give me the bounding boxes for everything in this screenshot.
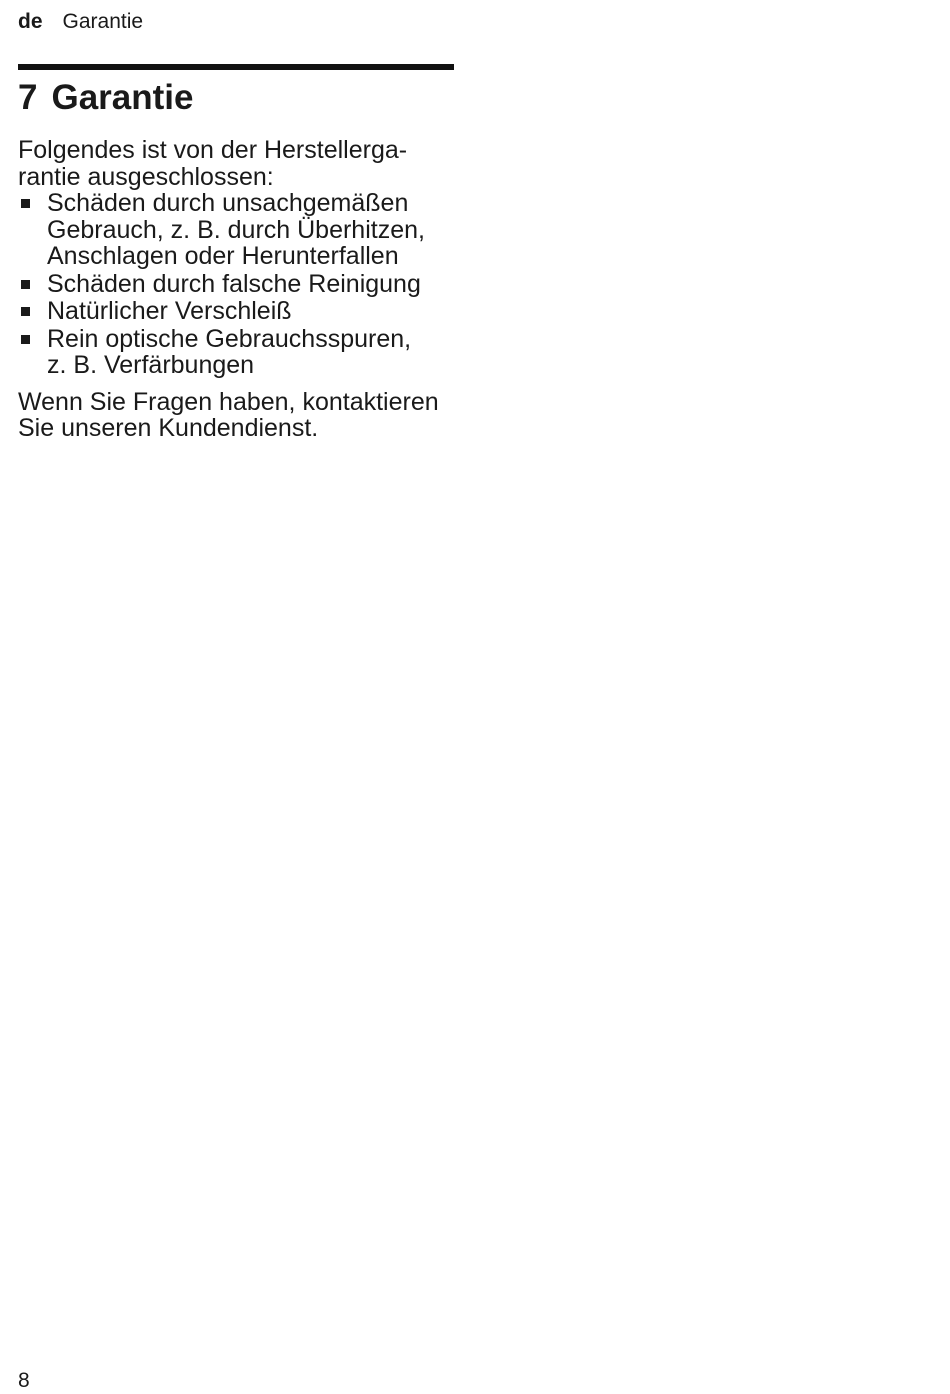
- language-code: de: [18, 10, 43, 33]
- list-item: [18, 298, 454, 325]
- chapter-heading: [18, 76, 454, 120]
- chapter-number: 7: [18, 78, 38, 117]
- square-bullet-icon: [21, 280, 30, 289]
- closing-line: Wenn Sie Fragen haben, kontaktieren: [18, 387, 439, 416]
- page-number: 8: [18, 1369, 30, 1392]
- square-bullet-icon: [21, 307, 30, 316]
- intro-line: Folgendes ist von der Herstellerga-: [18, 136, 408, 164]
- running-header: [18, 9, 143, 35]
- square-bullet-icon: [21, 199, 30, 208]
- square-bullet-icon: [21, 335, 30, 344]
- closing-paragraph: [18, 389, 454, 442]
- list-item-text: Gebrauch, z. B. durch Überhitzen,: [47, 215, 425, 244]
- list-item: [18, 190, 454, 270]
- list-item-text: z. B. Verfärbungen: [47, 351, 255, 379]
- header-section-title: Garantie: [62, 10, 144, 33]
- closing-line: Sie unseren Kundendienst.: [18, 414, 319, 442]
- list-item: [18, 326, 454, 379]
- list-item: [18, 271, 454, 298]
- list-item-text: Schäden durch unsachgemäßen: [47, 189, 409, 217]
- list-item-text: Anschlagen oder Herunterfallen: [47, 242, 399, 270]
- list-item-text: Natürlicher Verschleiß: [47, 297, 292, 325]
- exclusion-list: [18, 190, 454, 379]
- chapter-rule: [18, 64, 454, 70]
- list-item-text: Rein optische Gebrauchsspuren,: [47, 324, 412, 353]
- content-column: [18, 64, 454, 442]
- intro-paragraph: [18, 137, 454, 190]
- intro-line: rantie ausgeschlossen:: [18, 162, 274, 191]
- chapter-title: Garantie: [51, 78, 194, 117]
- list-item-text: Schäden durch falsche Reinigung: [47, 269, 421, 298]
